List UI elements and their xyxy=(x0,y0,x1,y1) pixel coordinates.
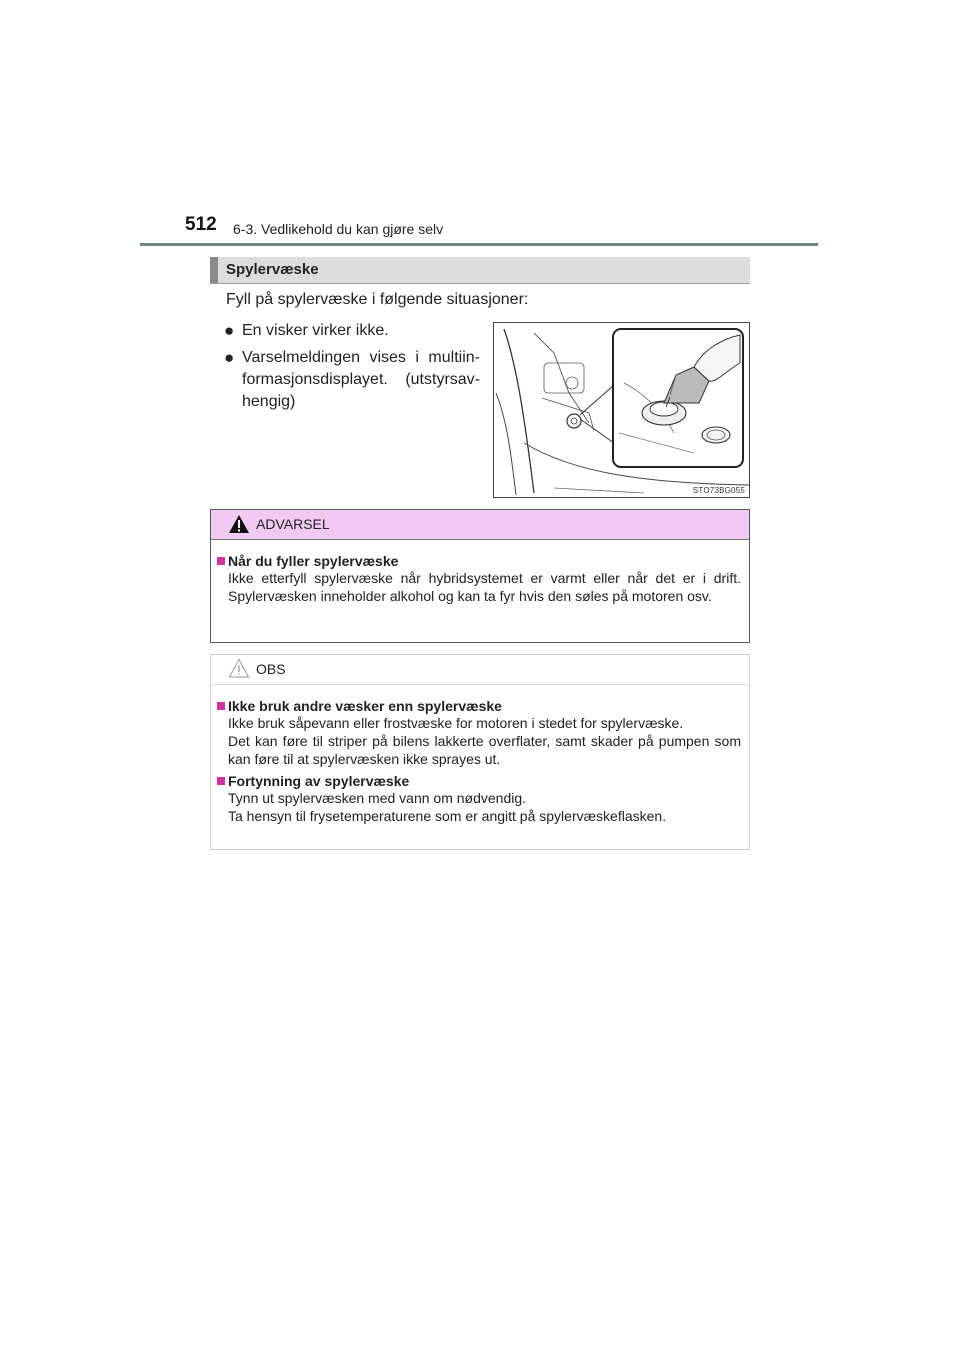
section-heading xyxy=(210,257,750,284)
notice-item xyxy=(217,773,741,825)
notice-item-line: Ta hensyn til frysetemperaturene som er angitt på spylervæskeflasken. xyxy=(228,808,667,824)
notice-title: OBS xyxy=(256,661,286,677)
square-bullet-icon xyxy=(217,777,225,785)
warning-item-body xyxy=(217,569,741,605)
warning-header xyxy=(211,510,749,540)
bullet-text: En visker virker ikke. xyxy=(242,322,389,339)
warning-triangle-icon xyxy=(228,514,250,539)
washer-fluid-illustration xyxy=(493,322,750,498)
warning-item-line: Ikke etterfyll spylervæske når hybridsystemet er varmt eller når det er i drift. Spylervæsken inneholder alkohol og kan ta fyr hvis den søles på motoren osv. xyxy=(228,570,741,604)
section-title: 6-3. Vedlikehold du kan gjøre selv xyxy=(233,221,444,237)
notice-item-line: Tynn ut spylervæsken med vann om nødvendig. xyxy=(228,790,527,806)
notice-item-body xyxy=(217,714,741,768)
warning-item-title-text: Når du fyller spylervæske xyxy=(228,553,399,569)
caution-triangle-icon xyxy=(228,658,250,683)
bullet-list xyxy=(224,320,480,418)
notice-item-line: Ikke bruk såpevann eller frostvæske for motoren i stedet for spylervæske. xyxy=(228,715,684,731)
section-heading-label: Spylervæske xyxy=(226,261,319,278)
intro-text: Fyll på spylervæske i følgende situasjoner: xyxy=(226,291,529,308)
notice-item xyxy=(217,698,741,768)
notice-item-title xyxy=(217,773,741,789)
bullet-dot: ● xyxy=(224,348,235,367)
square-bullet-icon xyxy=(217,557,225,565)
notice-item-title-text: Ikke bruk andre væsker enn spylervæske xyxy=(228,698,502,714)
bullet-item xyxy=(224,347,480,413)
header-rule xyxy=(140,243,818,246)
notice-header xyxy=(211,655,749,685)
notice-item-line: Det kan føre til striper på bilens lakkerte overflater, samt skader på pumpen som kan føre til at spylervæsken ikke sprayes ut. xyxy=(228,733,741,767)
illustration-code: STO73BG055 xyxy=(692,486,745,495)
bullet-item xyxy=(224,320,480,342)
warning-box xyxy=(210,509,750,643)
engine-bay-drawing xyxy=(494,323,749,497)
notice-box xyxy=(210,654,750,850)
warning-item-title xyxy=(217,553,741,569)
warning-title: ADVARSEL xyxy=(256,516,330,532)
notice-item-body xyxy=(217,789,741,825)
square-bullet-icon xyxy=(217,702,225,710)
notice-item-title xyxy=(217,698,741,714)
page-number: 512 xyxy=(185,214,217,235)
notice-item-title-text: Fortynning av spylervæske xyxy=(228,773,410,789)
heading-accent xyxy=(210,257,218,283)
bullet-text: Varselmeldingen vises i multiin-formasjonsdisplayet. (utstyrsav-hengig) xyxy=(242,349,480,410)
warning-item xyxy=(217,553,741,605)
bullet-dot: ● xyxy=(224,321,235,340)
